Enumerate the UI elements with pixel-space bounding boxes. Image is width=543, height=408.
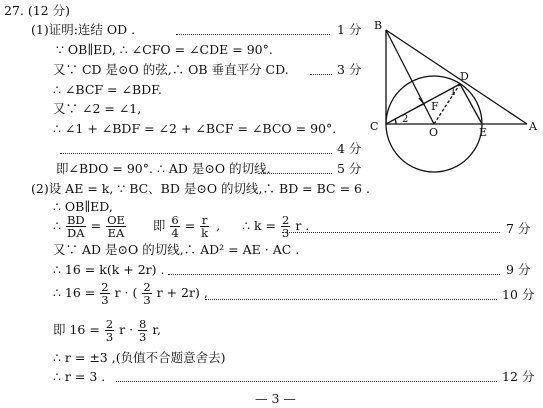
leader-dots: [176, 34, 330, 35]
geometry-figure: [362, 18, 540, 178]
score-8: 12 分: [502, 369, 535, 384]
angle-2-arc: [395, 119, 396, 124]
fraction-6-4: $\frac{6}{4}$: [171, 213, 179, 240]
label-e: E: [479, 126, 488, 139]
part2-line-1: (2)设 AE = k, ∵ BC、BD 是⊙O 的切线,∴ BD = BC = 6 .: [31, 181, 370, 196]
segment-ba: [386, 30, 527, 124]
label-a: A: [529, 120, 537, 133]
part2-line-3: 又∵ AD 是⊙O 的切线,∴ AD² = AE · AC .: [53, 242, 300, 257]
part1-line-4: ∴ ∠BCF = ∠BDF.: [53, 82, 162, 97]
page-number: — 3 —: [255, 391, 296, 406]
score-1: 1 分: [337, 22, 362, 37]
part2-fraction-line: ∴ $\frac{BD}{DA}$ = $\frac{OE}{EA}$ 即 $\frac{6}{4}$ = $\frac{r}{k}$ , ∴ k = $\frac{2}{3}$ r .: [53, 213, 310, 240]
part1-line-2: ∵ OB∥ED, ∴ ∠CFO = ∠CDE = 90°.: [56, 42, 273, 57]
part2-line-6: ∴ r = 3 .: [53, 369, 106, 384]
fraction-2-3: $\frac{2}{3}$: [282, 213, 290, 240]
part2-eq16-line: ∴ 16 = $\frac{2}{3}$ r · ( $\frac{2}{3}$ r + 2r) ,: [53, 280, 208, 307]
problem-header: 27. (12 分): [4, 3, 70, 18]
segment-de: [460, 84, 482, 124]
part1-line-1: (1)证明:连结 OD .: [31, 22, 136, 37]
label-angle-1: 1: [450, 87, 457, 98]
label-b: B: [374, 19, 383, 32]
score-3: 4 分: [337, 141, 362, 156]
fraction-2-3: $\frac{2}{3}$: [143, 280, 151, 307]
leader-dots: [116, 381, 497, 382]
part1-line-5: 又∵ ∠2 = ∠1,: [53, 101, 142, 116]
leader-dots: [310, 74, 332, 75]
part2-line-2: ∴ OB∥ED,: [53, 199, 113, 214]
fraction-oe-ea: $\frac{OE}{EA}$: [107, 213, 125, 240]
leader-dots: [258, 173, 332, 174]
right-angle-mark: [417, 98, 424, 107]
leader-dots: [205, 299, 497, 300]
fraction-8-3: $\frac{8}{3}$: [139, 317, 147, 344]
label-o: O: [429, 126, 439, 139]
leader-dots: [60, 153, 332, 154]
label-d: D: [460, 70, 469, 83]
label-f: F: [431, 100, 439, 113]
score-5: 7 分: [506, 221, 531, 236]
part1-line-7: 即∠BDO = 90°. ∴ AD 是⊙O 的切线.: [56, 161, 271, 176]
part2-line-5: ∴ r = ±3 ,(负值不合题意舍去): [53, 350, 226, 365]
part1-line-6: ∴ ∠1 + ∠BDF = ∠2 + ∠BCF = ∠BCO = 90°.: [53, 121, 337, 136]
score-4: 5 分: [337, 161, 362, 176]
fraction-bd-da: $\frac{BD}{DA}$: [66, 213, 85, 240]
fraction-2-3: $\frac{2}{3}$: [105, 317, 114, 344]
leader-dots: [282, 232, 500, 233]
therefore-symbol: ∴: [53, 218, 61, 233]
fraction-2-3: $\frac{2}{3}$: [101, 280, 109, 307]
label-c: C: [370, 120, 379, 133]
score-2: 3 分: [337, 62, 362, 77]
score-6: 9 分: [506, 262, 531, 277]
fraction-r-k: $\frac{r}{k}$: [201, 213, 209, 240]
part1-line-3: 又∵ CD 是⊙O 的弦,∴ OB 垂直平分 CD.: [53, 62, 289, 77]
score-7: 10 分: [502, 287, 535, 302]
part2-ji-line: 即 16 = $\frac{2}{3}$ r · $\frac{8}{3}$ r,: [53, 317, 161, 344]
label-angle-2: 2: [402, 114, 409, 125]
part2-line-4: ∴ 16 = k(k + 2r) .: [53, 262, 165, 277]
leader-dots: [168, 274, 500, 275]
